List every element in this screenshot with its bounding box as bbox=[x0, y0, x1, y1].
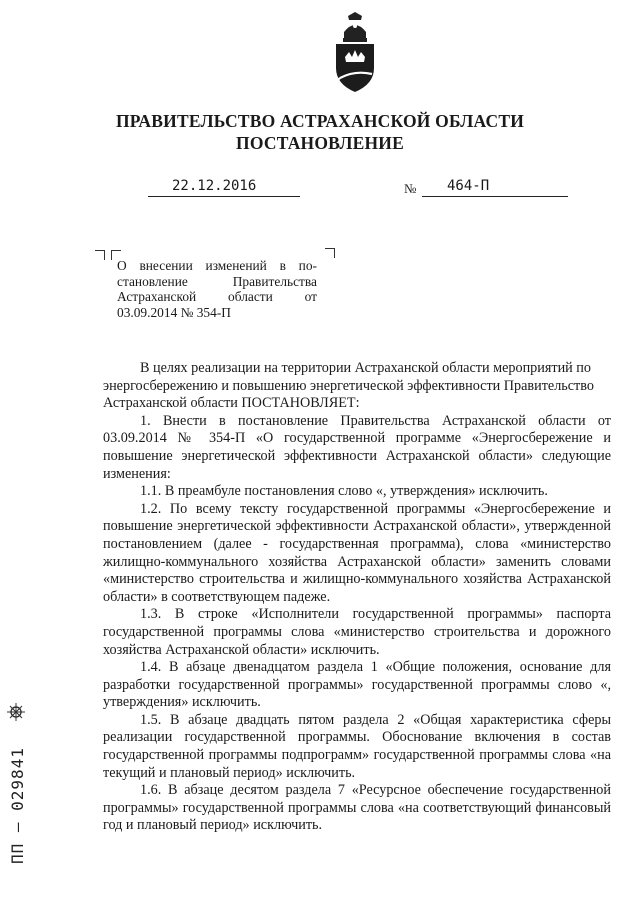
clause-1-5: 1.5. В абзаце двадцать пятом раздела 2 «Общая характеристика сферы реализации государственной программы. Обоснование включения в состав государственной программы подпрограмм» государственной программы слова «на текущий и плановый период» исключить. bbox=[103, 711, 611, 781]
clause-1-4: 1.4. В абзаце двенадцатом раздела 1 «Общие положения, основание для разработки государственной программы» государственной программы слово «, утверждения» исключить. bbox=[103, 659, 611, 711]
document-date: 22.12.2016 bbox=[172, 178, 257, 194]
clause-1-1: 1.1. В преамбуле постановления слово «, утверждения» исключить. bbox=[140, 483, 548, 500]
coat-of-arms-icon bbox=[326, 12, 384, 94]
subject-line: О внесении изменений в по- bbox=[117, 258, 317, 273]
clause-1-6: 1.6. В абзаце десятом раздела 7 «Ресурсное обеспечение государственной программы» государственной программы слова «на соответствующий финансовый год и плановый период» исключить. bbox=[103, 782, 611, 834]
organization-title: ПРАВИТЕЛЬСТВО АСТРАХАНСКОЙ ОБЛАСТИ bbox=[115, 111, 525, 131]
subject-line: Астраханской области от bbox=[117, 289, 317, 304]
document-body bbox=[103, 360, 611, 835]
number-underline bbox=[422, 180, 568, 197]
stamp-star-icon bbox=[6, 702, 26, 722]
preamble-paragraph: В целях реализации на территории Астраханской области мероприятий по энергосбережению и повышению энергетической эффективности Правительство Астраханской области ПОСТАНОВЛЯЕТ: bbox=[103, 360, 594, 412]
document-type: ПОСТАНОВЛЕНИЕ bbox=[236, 133, 404, 153]
clause-1: 1. Внести в постановление Правительства Астраханской области от 03.09.2014 № 354-П «О государственной программе «Энергосбережение и повышение энергетической эффективности Астраханской области» следующие изменения: bbox=[103, 412, 611, 482]
subject-line: 03.09.2014 № 354-П bbox=[117, 304, 231, 320]
margin-serial-stamp: ПП – 029841 bbox=[8, 747, 27, 864]
subject-corner-mark bbox=[95, 250, 105, 260]
number-sign: № bbox=[404, 181, 417, 196]
clause-1-3: 1.3. В строке «Исполнители государственной программы» паспорта государственной программы слова «министерство строительства и дорожного хозяйства Астраханской области» исключить. bbox=[103, 606, 611, 658]
document-subject bbox=[117, 258, 317, 320]
subject-line: становление Правительства bbox=[117, 273, 317, 289]
clause-1-2: 1.2. По всему тексту государственной программы «Энергосбережение и повышение энергетической эффективности Астраханской области», утвержденной постановлением (далее - государственная программа), слова «министерство жилищно-коммунального хозяйства Астраханской области» заменить словами «министерство строительства и жилищно-коммунального хозяйства Астраханской области» в соответствующем падеже. bbox=[103, 500, 611, 605]
document-number: 464-П bbox=[447, 178, 490, 194]
subject-corner-mark bbox=[325, 248, 335, 258]
